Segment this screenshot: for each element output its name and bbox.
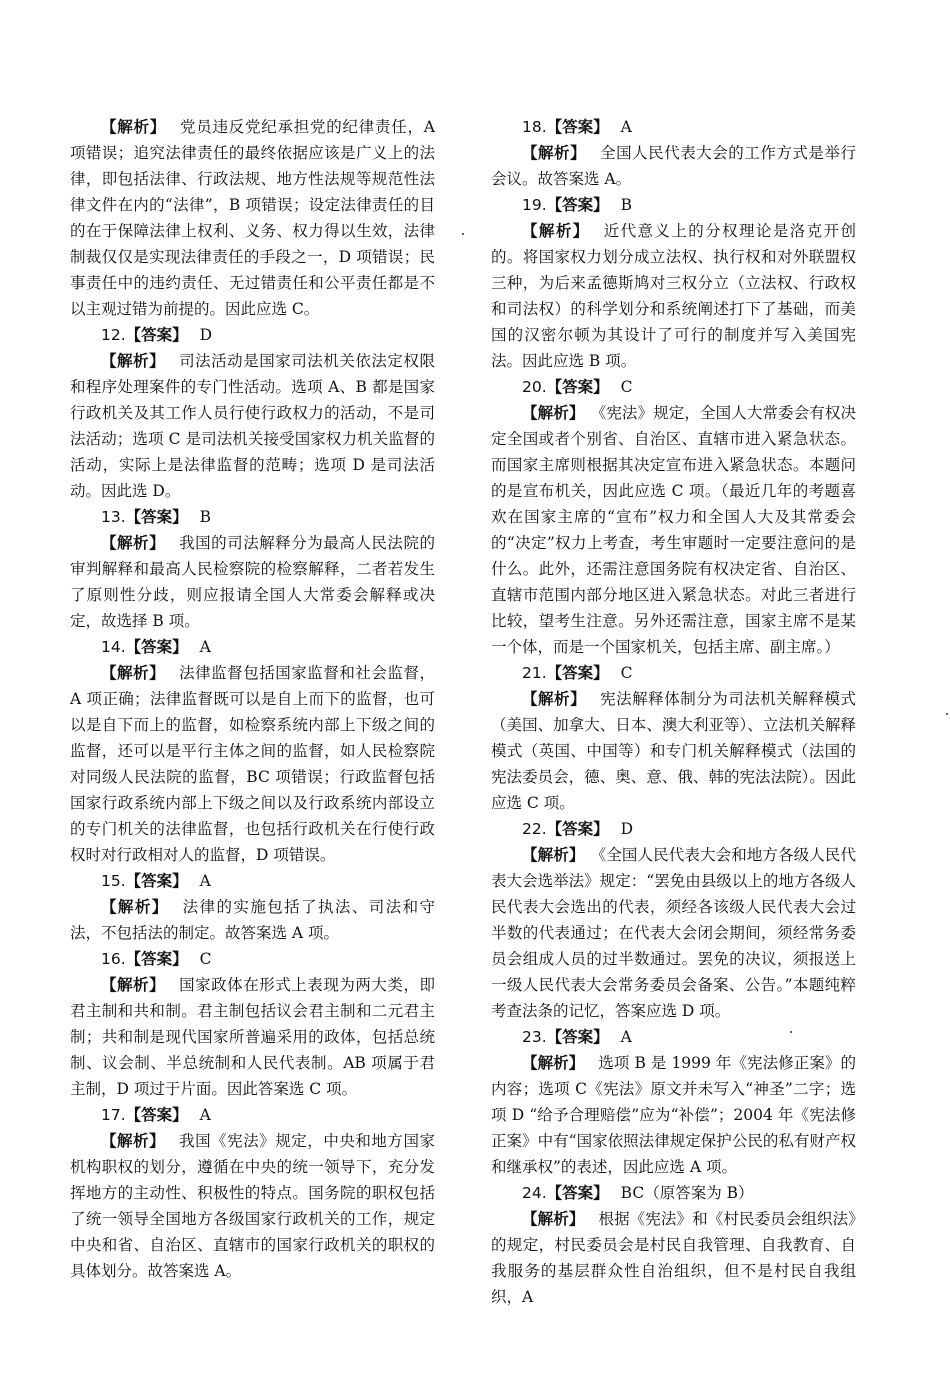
analysis-paragraph bbox=[70, 894, 435, 946]
question-number: 19. bbox=[522, 196, 547, 214]
answer-label: 【答案】 bbox=[546, 820, 609, 838]
analysis-text: 我国的司法解释分为最高人民法院的审判解释和最高人民检察院的检察解释，二者若发生了原则性分歧，则应报请全国人大常委会解释或决定，故选择 B 项。 bbox=[70, 534, 435, 630]
answer-label: 【答案】 bbox=[546, 196, 609, 214]
scan-speck bbox=[790, 1031, 792, 1033]
analysis-paragraph bbox=[491, 400, 856, 660]
analysis-text: 司法活动是国家司法机关依法定权限和程序处理案件的专门性活动。选项 A、B 都是国家行政机关及其工作人员行使行政权力的活动，不是司法活动；选项 C 是司法机关接受国家权力机关监督的活动，实际上是法律监督的范畴；选项 D 是司法活动。因此选 D。 bbox=[70, 352, 435, 500]
answer-line bbox=[491, 1180, 856, 1206]
question-number: 18. bbox=[522, 118, 547, 136]
answer-label: 【答案】 bbox=[546, 118, 609, 136]
analysis-label: 【解析】 bbox=[522, 1054, 585, 1072]
answer-line bbox=[70, 322, 435, 348]
analysis-text: 根据《宪法》和《村民委员会组织法》的规定，村民委员会是村民自我管理、自我教育、自我服务的基层群众性自治组织，但不是村民自我组织，A bbox=[491, 1210, 856, 1306]
analysis-text: 选项 B 是 1999 年《宪法修正案》的内容；选项 C《宪法》原文并未写入“神圣”二字；选项 D “给予合理赔偿”应为“补偿”；2004 年《宪法修正案》中有“国家依照法律规定保护公民的私有财产权和继承权”的表述，因此应选 A 项。 bbox=[491, 1054, 856, 1176]
answer-value: C bbox=[620, 664, 633, 682]
answer-label: 【答案】 bbox=[125, 326, 188, 344]
answer-label: 【答案】 bbox=[125, 872, 188, 890]
analysis-paragraph bbox=[70, 1128, 435, 1284]
analysis-text: 法律监督包括国家监督和社会监督，A 项正确；法律监督既可以是自上而下的监督，也可以是自下而上的监督，如检察系统内部上下级之间的监督，还可以是平行主体之间的监督，如人民检察院对同级人民法院的监督，BC 项错误；行政监督包括国家行政系统内部上下级之间以及行政系统内部设立的专门机关的法律监督，也包括行政机关在行使行政权时对行政相对人的监督，D 项错误。 bbox=[70, 664, 435, 864]
analysis-label: 【解析】 bbox=[101, 898, 169, 916]
answer-value: BC（原答案为 B） bbox=[620, 1184, 754, 1202]
analysis-label: 【解析】 bbox=[101, 352, 166, 370]
analysis-paragraph bbox=[491, 1050, 856, 1180]
answer-value: A bbox=[199, 872, 211, 890]
analysis-label: 【解析】 bbox=[522, 222, 590, 240]
analysis-label: 【解析】 bbox=[522, 1210, 585, 1228]
answer-line bbox=[491, 374, 856, 400]
analysis-paragraph bbox=[70, 972, 435, 1102]
answer-value: A bbox=[199, 638, 211, 656]
question-number: 14. bbox=[101, 638, 126, 656]
answer-line bbox=[491, 114, 856, 140]
answer-value: C bbox=[620, 378, 633, 396]
analysis-paragraph bbox=[491, 686, 856, 816]
analysis-label: 【解析】 bbox=[522, 690, 587, 708]
analysis-label: 【解析】 bbox=[101, 976, 166, 994]
answer-label: 【答案】 bbox=[546, 1184, 609, 1202]
answer-line bbox=[491, 192, 856, 218]
question-number: 23. bbox=[522, 1028, 547, 1046]
analysis-text: 《全国人民代表大会和地方各级人民代表大会选举法》规定：“罢免由县级以上的地方各级人民代表大会选出的代表，须经各该级人民代表大会过半数的代表通过；在代表大会闭会期间，须经常务委员会组成人员的过半数通过。罢免的决议，须报送上一级人民代表大会常务委员会备案、公告。”本题纯粹考查法条的记忆，答案应选 D 项。 bbox=[491, 846, 856, 1020]
analysis-label: 【解析】 bbox=[522, 404, 585, 422]
question-number: 24. bbox=[522, 1184, 547, 1202]
question-number: 12. bbox=[101, 326, 126, 344]
left-column bbox=[70, 114, 435, 1284]
answer-value: B bbox=[620, 196, 633, 214]
answer-label: 【答案】 bbox=[546, 1028, 609, 1046]
analysis-text: 法律的实施包括了执法、司法和守法，不包括法的制定。故答案选 A 项。 bbox=[70, 898, 435, 942]
answer-line bbox=[70, 868, 435, 894]
answer-label: 【答案】 bbox=[546, 664, 609, 682]
analysis-label: 【解析】 bbox=[522, 846, 585, 864]
answer-value: A bbox=[620, 118, 632, 136]
analysis-label: 【解析】 bbox=[101, 1132, 166, 1150]
question-number: 13. bbox=[101, 508, 126, 526]
analysis-label: 【解析】 bbox=[101, 118, 167, 136]
answer-line bbox=[70, 1102, 435, 1128]
answer-value: D bbox=[620, 820, 634, 838]
analysis-paragraph bbox=[491, 1206, 856, 1310]
answer-line bbox=[70, 504, 435, 530]
analysis-label: 【解析】 bbox=[101, 664, 166, 682]
question-number: 21. bbox=[522, 664, 547, 682]
answer-line bbox=[491, 660, 856, 686]
analysis-paragraph bbox=[491, 842, 856, 1024]
analysis-label: 【解析】 bbox=[522, 144, 587, 162]
analysis-label: 【解析】 bbox=[101, 534, 166, 552]
answer-value: A bbox=[620, 1028, 632, 1046]
analysis-text: 《宪法》规定，全国人大常委会有权决定全国或者个别省、自治区、直辖市进入紧急状态。而国家主席则根据其决定宣布进入紧急状态。本题问的是宣布机关，因此应选 C 项。（最近几年的考题喜欢在国家主席的“宣布”权力和全国人大及其常委会的“决定”权力上考查，考生审题时一定要注意问的是什么。此外，还需注意国务院有权决定省、自治区、直辖市范围内部分地区进入紧急状态。对此三者进行比较，望考生注意。另外还需注意，国家主席不是某一个体，而是一个国家机关，包括主席、副主席。） bbox=[491, 404, 856, 656]
question-number: 22. bbox=[522, 820, 547, 838]
answer-label: 【答案】 bbox=[125, 638, 188, 656]
answer-value: B bbox=[199, 508, 212, 526]
analysis-paragraph bbox=[70, 660, 435, 868]
answer-value: A bbox=[199, 1106, 211, 1124]
answer-label: 【答案】 bbox=[125, 508, 188, 526]
answer-value: D bbox=[199, 326, 213, 344]
question-number: 17. bbox=[101, 1106, 126, 1124]
scan-speck bbox=[462, 233, 464, 235]
answer-label: 【答案】 bbox=[546, 378, 609, 396]
answer-line bbox=[491, 1024, 856, 1050]
analysis-paragraph bbox=[491, 140, 856, 192]
analysis-paragraph bbox=[70, 114, 435, 322]
scan-speck bbox=[946, 713, 948, 715]
question-number: 20. bbox=[522, 378, 547, 396]
analysis-text: 近代意义上的分权理论是洛克开创的。将国家权力划分成立法权、执行权和对外联盟权三种，为后来孟德斯鸠对三权分立（立法权、行政权和司法权）的科学划分和系统阐述打下了基础，而美国的汉密尔顿为其设计了可行的制度并写入美国宪法。因此应选 B 项。 bbox=[491, 222, 856, 370]
question-number: 16. bbox=[101, 950, 126, 968]
analysis-text: 全国人民代表大会的工作方式是举行会议。故答案选 A。 bbox=[491, 144, 856, 188]
analysis-paragraph bbox=[70, 348, 435, 504]
answer-line bbox=[491, 816, 856, 842]
analysis-paragraph bbox=[491, 218, 856, 374]
answer-line bbox=[70, 946, 435, 972]
answer-line bbox=[70, 634, 435, 660]
question-number: 15. bbox=[101, 872, 126, 890]
analysis-text: 党员违反党纪承担党的纪律责任，A 项错误；追究法律责任的最终依据应该是广义上的法律，即包括法律、行政法规、地方性法规等规范性法律文件在内的“法律”，B 项错误；设定法律责任的目的在于保障法律上权利、义务、权力得以生效，法律制裁仅仅是实现法律责任的手段之一，D 项错误；民事责任中的违约责任、无过错责任和公平责任都是不以主观过错为前提的。因此应选 C。 bbox=[70, 118, 435, 318]
analysis-text: 国家政体在形式上表现为两大类，即君主制和共和制。君主制包括议会君主制和二元君主制；共和制是现代国家所普遍采用的政体，包括总统制、议会制、半总统制和人民代表制。AB 项属于君主制，D 项过于片面。因此答案选 C 项。 bbox=[70, 976, 435, 1098]
analysis-text: 我国《宪法》规定，中央和地方国家机构职权的划分，遵循在中央的统一领导下，充分发挥地方的主动性、积极性的特点。国务院的职权包括了统一领导全国地方各级国家行政机关的工作，规定中央和省、自治区、直辖市的国家行政机关的职权的具体划分。故答案选 A。 bbox=[70, 1132, 435, 1280]
answer-label: 【答案】 bbox=[125, 1106, 188, 1124]
analysis-text: 宪法解释体制分为司法机关解释模式（美国、加拿大、日本、澳大利亚等）、立法机关解释模式（英国、中国等）和专门机关解释模式（法国的宪法委员会，德、奥、意、俄、韩的宪法法院）。因此应选 C 项。 bbox=[491, 690, 856, 812]
right-column bbox=[491, 114, 856, 1310]
answer-value: C bbox=[199, 950, 212, 968]
answer-label: 【答案】 bbox=[125, 950, 188, 968]
analysis-paragraph bbox=[70, 530, 435, 634]
